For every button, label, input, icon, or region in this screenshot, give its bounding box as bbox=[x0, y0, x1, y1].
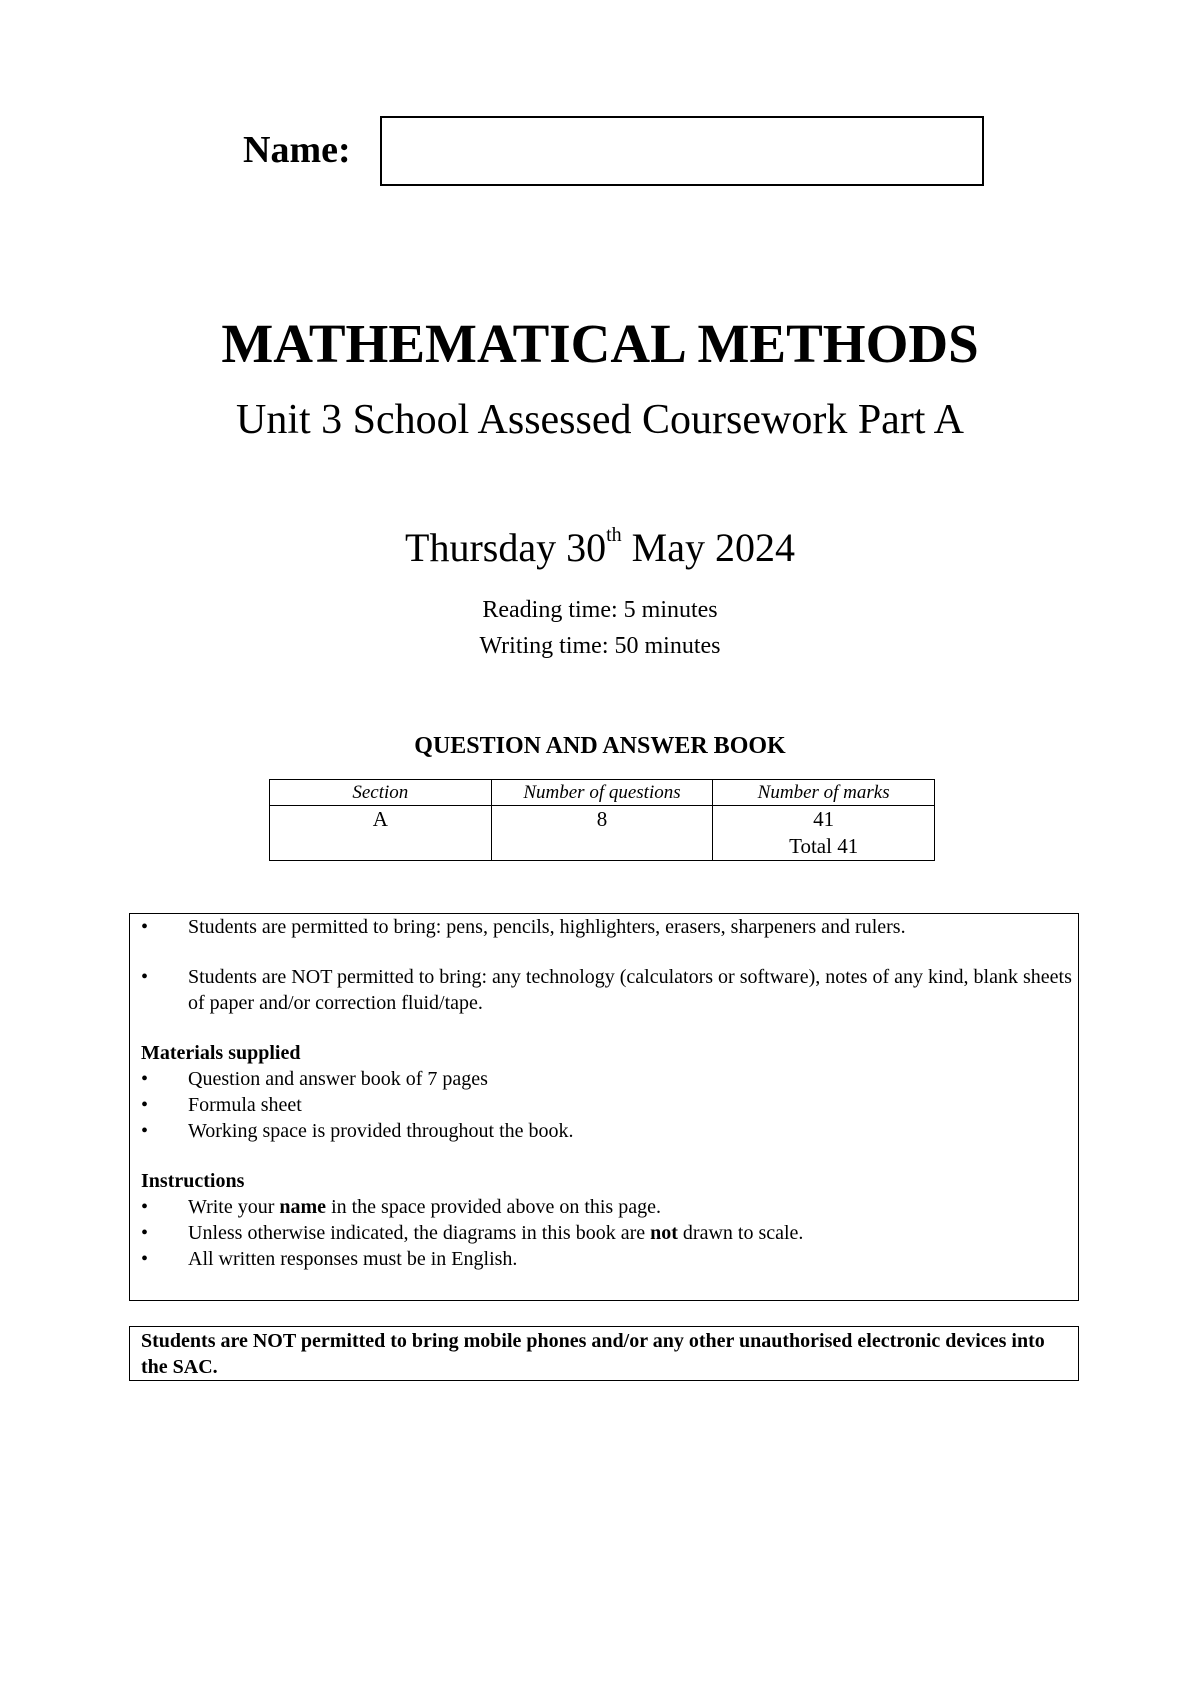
list-item: • Working space is provided throughout the book. bbox=[141, 1118, 1078, 1144]
date-prefix: Thursday 30 bbox=[405, 525, 607, 570]
page-subtitle: Unit 3 School Assessed Coursework Part A bbox=[236, 397, 964, 443]
header-questions: Number of questions bbox=[491, 780, 713, 806]
list-item: • Students are NOT permitted to bring: any technology (calculators or software), notes of any kind, blank sheets of paper and/or correction fluid/tape. bbox=[141, 964, 1078, 1016]
cell-questions: 8 bbox=[491, 806, 713, 834]
cell-total: Total 41 bbox=[713, 833, 935, 861]
exam-times bbox=[0, 592, 1200, 664]
permissions-list bbox=[130, 914, 1078, 1016]
list-item: • Formula sheet bbox=[141, 1092, 1078, 1118]
list-item: • Question and answer book of 7 pages bbox=[141, 1066, 1078, 1092]
header-marks: Number of marks bbox=[713, 780, 935, 806]
table-header-row bbox=[270, 780, 935, 806]
date-rest: May 2024 bbox=[621, 525, 795, 570]
list-item: • Students are permitted to bring: pens, pencils, highlighters, erasers, sharpeners and rulers. bbox=[141, 914, 1078, 940]
name-label: Name: bbox=[243, 129, 351, 171]
instructions-list bbox=[130, 1194, 1078, 1272]
date-suffix: th bbox=[606, 524, 622, 546]
table-row bbox=[270, 806, 935, 834]
materials-list bbox=[130, 1066, 1078, 1144]
cell-section: A bbox=[270, 806, 492, 834]
cell-marks: 41 bbox=[713, 806, 935, 834]
table-total-row bbox=[270, 833, 935, 861]
warning-box: Students are NOT permitted to bring mobile phones and/or any other unauthorised electronic devices into the SAC. bbox=[129, 1326, 1079, 1381]
list-item: • Unless otherwise indicated, the diagrams in this book are not drawn to scale. bbox=[141, 1220, 1078, 1246]
reading-time: Reading time: 5 minutes bbox=[482, 597, 718, 623]
list-item: • Write your name in the space provided above on this page. bbox=[141, 1194, 1078, 1220]
book-heading: QUESTION AND ANSWER BOOK bbox=[414, 733, 786, 759]
exam-date bbox=[0, 524, 1200, 571]
writing-time: Writing time: 50 minutes bbox=[479, 633, 721, 659]
list-item: • All written responses must be in English. bbox=[141, 1246, 1078, 1272]
name-input-box[interactable] bbox=[380, 116, 984, 186]
instructions-box bbox=[129, 913, 1079, 1301]
sections-table bbox=[269, 779, 935, 861]
materials-heading: Materials supplied bbox=[141, 1042, 301, 1064]
page-title: MATHEMATICAL METHODS bbox=[221, 313, 979, 374]
header-section: Section bbox=[270, 780, 492, 806]
instructions-heading: Instructions bbox=[141, 1170, 245, 1192]
